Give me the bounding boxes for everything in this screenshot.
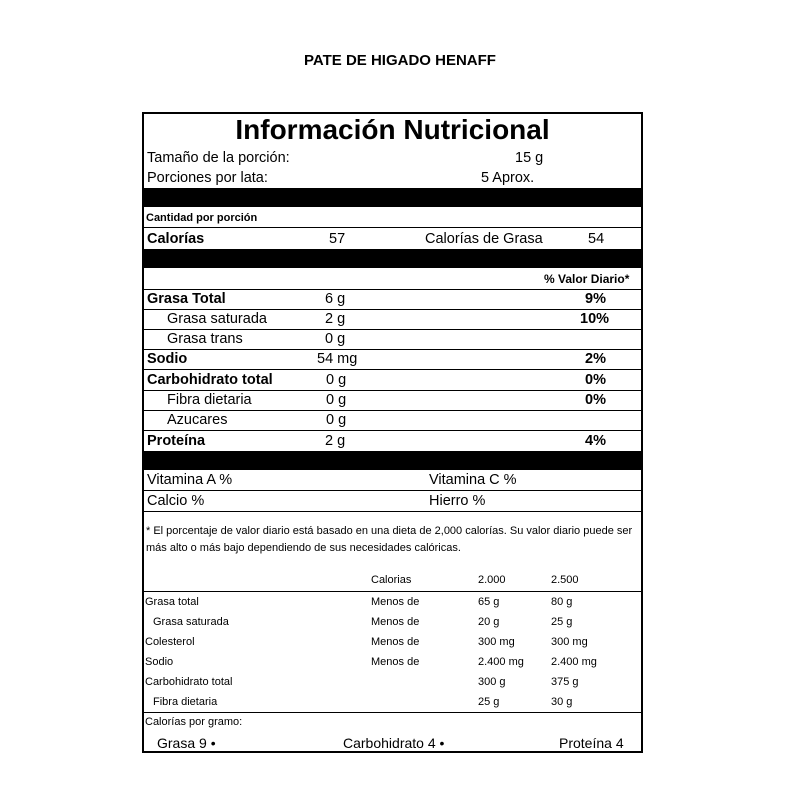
- reference-row-qualifier: Menos de: [371, 636, 420, 648]
- thick-divider: [142, 451, 643, 470]
- reference-row-2500: 2.400 mg: [551, 656, 597, 668]
- reference-header-2500: 2.500: [551, 574, 579, 586]
- nutrient-label-protein: Proteína: [147, 433, 206, 449]
- thick-divider: [142, 188, 643, 207]
- calories-per-gram-label: Calorías por gramo:: [145, 716, 243, 728]
- nutrient-label-total-fat: Grasa Total: [147, 291, 226, 307]
- serving-size-label: Tamaño de la porción:: [147, 150, 290, 166]
- calories-from-fat-label: Calorías de Grasa: [425, 231, 543, 247]
- reference-row-2500: 80 g: [551, 596, 573, 608]
- reference-row-label: Grasa saturada: [153, 616, 229, 628]
- nutrient-label-total-carbs: Carbohidrato total: [147, 372, 273, 388]
- divider: [142, 329, 643, 330]
- calories-value: 57: [329, 231, 346, 247]
- reference-row-qualifier: Menos de: [371, 596, 420, 608]
- nutrient-dv: 0%: [585, 392, 606, 408]
- nutrient-amount: 0 g: [326, 412, 347, 428]
- footnote-line-2: más alto o más bajo dependiendo de sus necesidades calóricas.: [146, 542, 461, 554]
- reference-row-qualifier: Menos de: [371, 616, 420, 628]
- servings-per-can-label: Porciones por lata:: [147, 170, 268, 186]
- reference-row-2500: 25 g: [551, 616, 573, 628]
- serving-size-value: 15 g: [515, 150, 544, 166]
- divider: [142, 712, 643, 713]
- daily-value-header: % Valor Diario*: [544, 272, 630, 286]
- reference-row-2000: 300 g: [478, 676, 506, 688]
- divider: [142, 591, 643, 592]
- reference-row-2000: 65 g: [478, 596, 500, 608]
- reference-row-label: Carbohidrato total: [145, 676, 233, 688]
- nutrient-dv: 2%: [585, 351, 606, 367]
- calories-per-gram-protein: Proteína 4: [559, 735, 624, 751]
- label-title: Información Nutricional: [235, 114, 550, 145]
- reference-row-2500: 30 g: [551, 696, 573, 708]
- nutrient-amount: 2 g: [325, 311, 346, 327]
- nutrient-amount: 54 mg: [317, 351, 358, 367]
- divider: [142, 349, 643, 350]
- nutrient-label-trans-fat: Grasa trans: [167, 331, 243, 347]
- reference-row-label: Colesterol: [145, 636, 195, 648]
- footnote-line-1: * El porcentaje de valor diario está basado en una dieta de 2,000 calorías. Su valor diario puede ser: [146, 525, 633, 537]
- reference-row-2500: 300 mg: [551, 636, 588, 648]
- nutrient-amount: 6 g: [325, 291, 346, 307]
- divider: [142, 289, 643, 290]
- reference-row-2000: 300 mg: [478, 636, 515, 648]
- nutrient-dv: 10%: [580, 311, 610, 327]
- reference-row-2000: 25 g: [478, 696, 500, 708]
- divider: [142, 390, 643, 391]
- reference-row-label: Grasa total: [145, 596, 199, 608]
- amount-per-serving: Cantidad por porción: [146, 212, 258, 224]
- nutrient-label-saturated-fat: Grasa saturada: [167, 311, 267, 327]
- reference-row-2000: 20 g: [478, 616, 500, 628]
- reference-header-2000: 2.000: [478, 574, 506, 586]
- divider: [142, 227, 643, 228]
- calcium: Calcio %: [147, 493, 205, 509]
- calories-from-fat-value: 54: [588, 231, 605, 247]
- divider: [142, 511, 643, 512]
- divider: [142, 430, 643, 431]
- divider: [142, 410, 643, 411]
- servings-per-can-value: 5 Aprox.: [481, 170, 535, 186]
- nutrient-amount: 0 g: [326, 372, 347, 388]
- iron: Hierro %: [429, 493, 486, 509]
- reference-row-qualifier: Menos de: [371, 656, 420, 668]
- nutrient-label-sugars: Azucares: [167, 412, 228, 428]
- calories-per-gram-fat: Grasa 9 •: [157, 735, 216, 751]
- nutrient-amount: 0 g: [325, 331, 346, 347]
- thick-divider: [142, 249, 643, 268]
- nutrient-amount: 2 g: [325, 433, 346, 449]
- reference-row-label: Fibra dietaria: [153, 696, 218, 708]
- calories-label: Calorías: [147, 231, 205, 247]
- reference-row-label: Sodio: [145, 656, 174, 668]
- reference-header-calories: Calorias: [371, 574, 412, 586]
- nutrient-dv: 9%: [585, 291, 606, 307]
- nutrient-label-fiber: Fibra dietaria: [167, 392, 252, 408]
- vitamin-c: Vitamina C %: [429, 472, 517, 488]
- nutrient-dv: 0%: [585, 372, 606, 388]
- product-title: PATE DE HIGADO HENAFF: [304, 52, 496, 69]
- divider: [142, 490, 643, 491]
- divider: [142, 369, 643, 370]
- divider: [142, 309, 643, 310]
- reference-row-2500: 375 g: [551, 676, 579, 688]
- nutrient-amount: 0 g: [326, 392, 347, 408]
- nutrient-dv: 4%: [585, 433, 606, 449]
- nutrient-label-sodium: Sodio: [147, 351, 188, 367]
- vitamin-a: Vitamina A %: [147, 472, 233, 488]
- calories-per-gram-carb: Carbohidrato 4 •: [343, 735, 445, 751]
- reference-row-2000: 2.400 mg: [478, 656, 524, 668]
